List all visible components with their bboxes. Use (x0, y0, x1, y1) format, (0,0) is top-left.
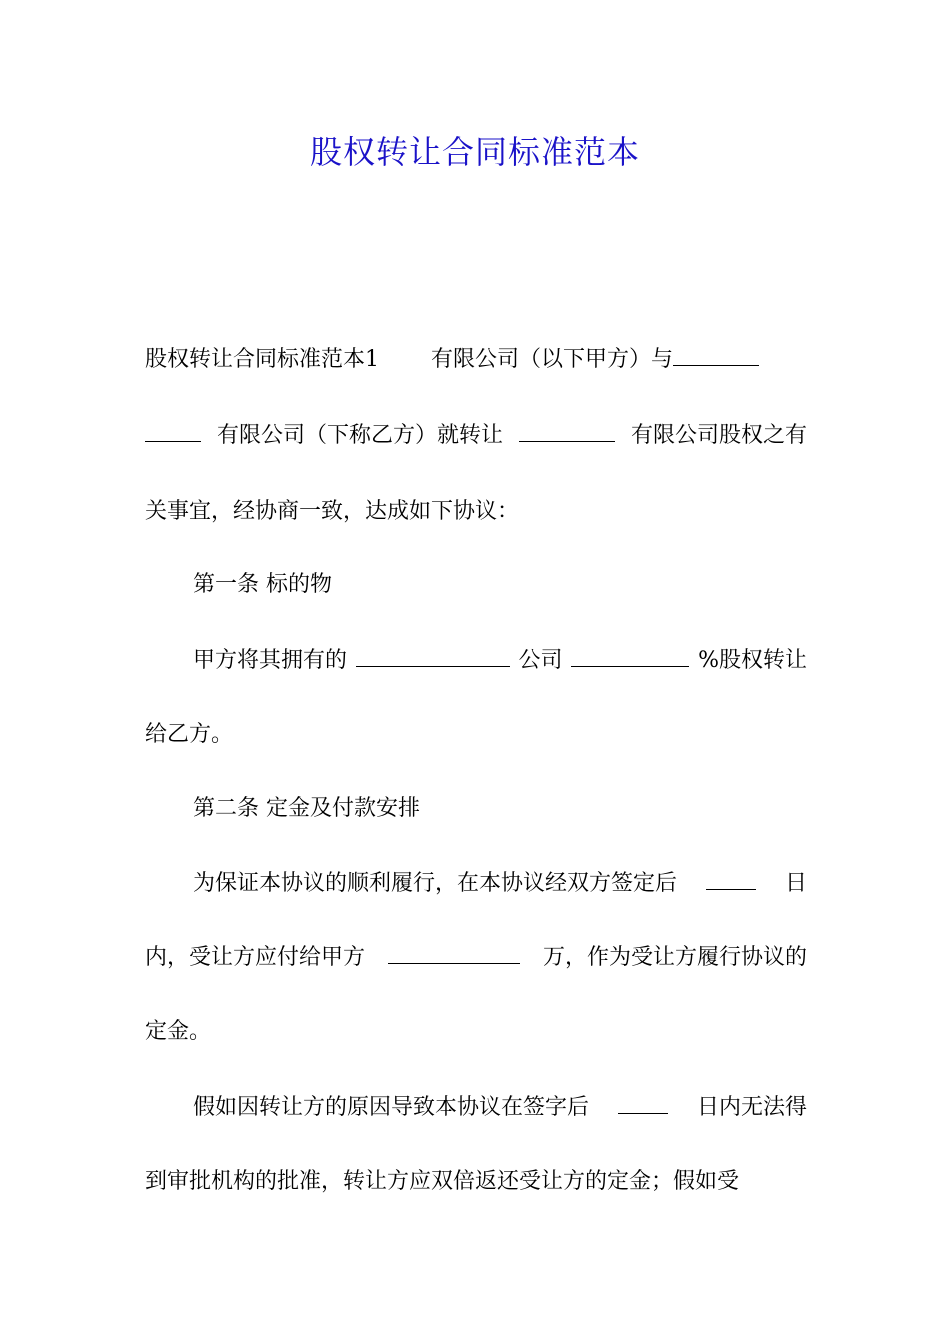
article-2-p1-text-b: 日 (784, 871, 807, 896)
article-2-p1-text-a: 为保证本协议的顺利履行，在本协议经双方签定后 (193, 871, 678, 896)
intro-line-2 (145, 421, 807, 451)
intro-heading-text: 股权转让合同标准范本1 (145, 347, 379, 372)
article-1-text-a: 甲方将其拥有的 (193, 648, 348, 673)
blank-days-approval (618, 1093, 668, 1114)
article-2-p1-line-2 (145, 943, 807, 973)
article-2-heading: 第二条 定金及付款安排 (193, 796, 420, 821)
article-1-line-2: 给乙方。 (145, 722, 234, 747)
article-2-p2-text-a: 假如因转让方的原因导致本协议在签字后 (193, 1095, 590, 1120)
intro-equity-text: 有限公司股权之有 (630, 423, 807, 448)
blank-days-deposit (706, 869, 756, 890)
intro-line-3: 关事宜，经协商一致，达成如下协议： (145, 499, 520, 524)
article-2-p2-line-2: 到审批机构的批准，转让方应双倍返还受让方的定金；假如受 (145, 1169, 740, 1194)
article-2-p1-line-3: 定金。 (145, 1019, 212, 1044)
intro-line-1 (145, 345, 807, 375)
article-1-heading: 第一条 标的物 (193, 572, 332, 597)
intro-party-a-text: 有限公司（以下甲方）与 (431, 347, 674, 372)
article-2-p2-text-b: 日内无法得 (696, 1095, 807, 1120)
article-2-p1-line-1 (193, 869, 807, 899)
blank-party-b-name (673, 345, 759, 366)
blank-company-name (356, 646, 510, 667)
blank-deposit-amount (388, 943, 520, 964)
article-1-text-b: 公司 (518, 648, 563, 673)
article-2-p2-line-1 (193, 1093, 807, 1123)
blank-party-b-name-cont (145, 421, 201, 442)
blank-equity-percent (571, 646, 689, 667)
article-2-p1-text-c: 内，受让方应付给甲方 (145, 945, 366, 970)
intro-party-b-text: 有限公司（下称乙方）就转让 (216, 423, 503, 448)
article-2-p1-text-d: 万，作为受让方履行协议的 (542, 945, 807, 970)
article-1-line-1 (193, 646, 807, 676)
article-1-text-c: %股权转让 (698, 648, 807, 673)
document-title: 股权转让合同标准范本 (309, 133, 640, 171)
blank-target-company (519, 421, 615, 442)
